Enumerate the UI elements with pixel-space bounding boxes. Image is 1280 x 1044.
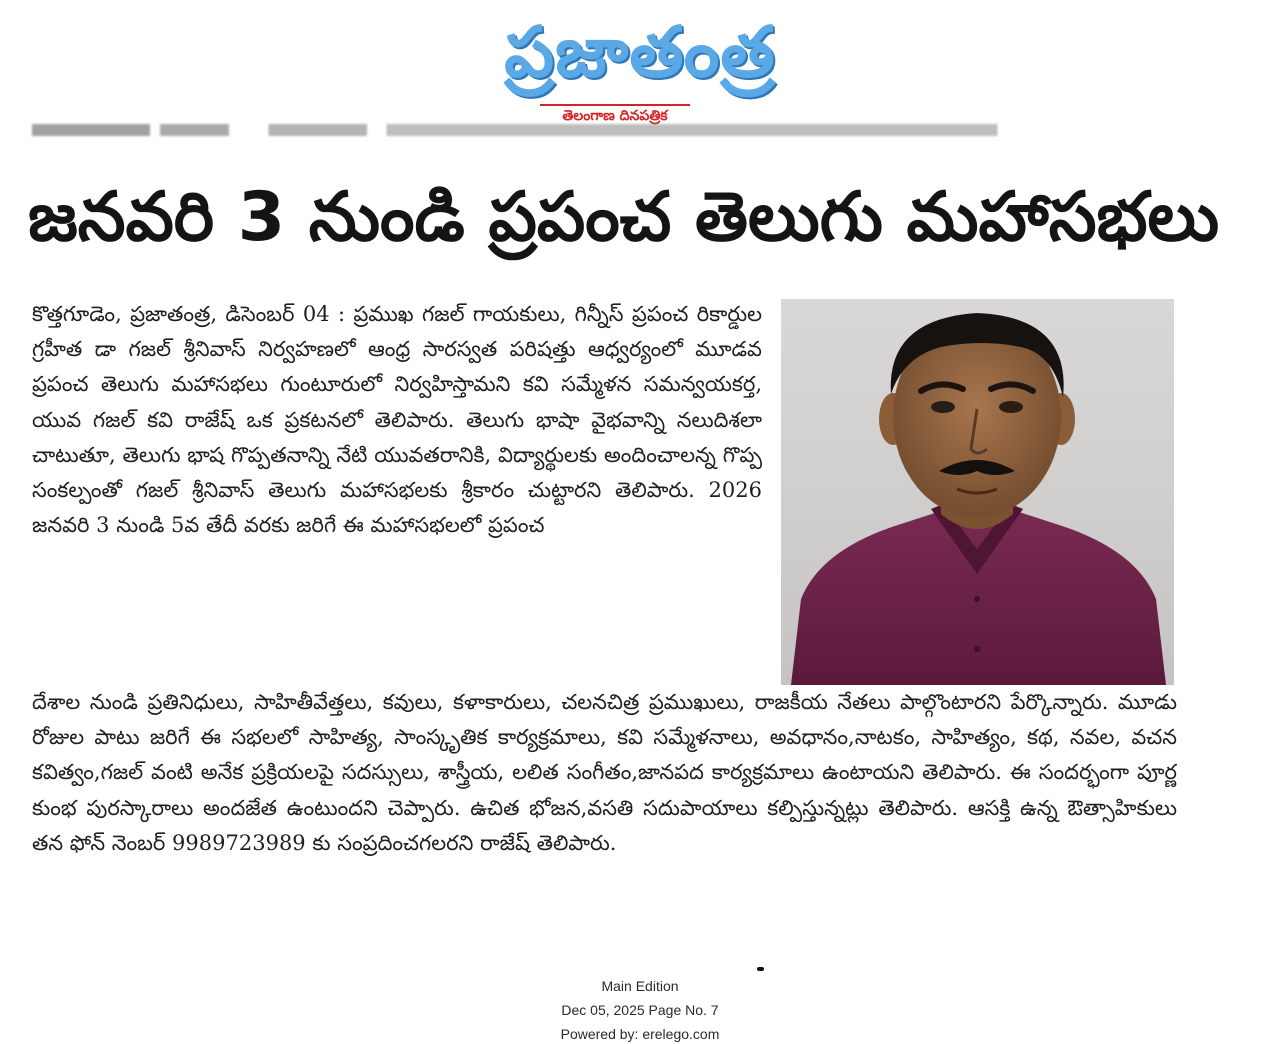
- edition-label: Main Edition: [601, 978, 679, 994]
- article-body-upper: కొత్తగూడెం, ప్రజాతంత్ర, డిసెంబర్ 04 : ప్రముఖ గజల్ గాయకులు, గిన్నీస్ ప్రపంచ రికార్డుల గ్రహీత డా గజల్ శ్రీనివాస్ నిర్వహణలో ఆంధ్ర సారస్వత పరిషత్తు ఆధ్వర్యంలో మూడవ ప్రపంచ తెలుగు మహాసభలు గుంటూరులో నిర్వహిస్తామని కవి సమ్మేళన సమన్వయకర్త, యువ గజల్ కవి రాజేష్ ఒక ప్రకటనలో తెలిపారు. తెలుగు భాషా వైభవాన్ని నలుదిశలా చాటుతూ, తెలుగు భాష గొప్పతనాన్ని నేటి యువతరానికి, విద్యార్థులకు అందించాలన్న గొప్ప సంకల్పంతో గజల్ శ్రీనివాస్ తెలుగు మహాసభలకు శ్రీకారం చుట్టారని తెలిపారు. 2026 జనవరి 3 నుండి 5వ తేదీ వరకు జరిగే ఈ మహాసభలలో ప్రపంచ: [32, 302, 762, 538]
- article-body-lower: దేశాల నుండి ప్రతినిధులు, సాహితీవేత్తలు, కవులు, కళాకారులు, చలనచిత్ర ప్రముఖులు, రాజకీయ నేతలు పాల్గొంటారని పేర్కొన్నారు. మూడు రోజుల పాటు జరిగే ఈ సభలలో సాహిత్య, సాంస్కృతిక కార్యక్రమాలు, కవి సమ్మేళనాలు, అవధానం,నాటకం, సాహిత్యం, కథ, నవల, వచన కవిత్వం,గజల్ వంటి అనేక ప్రక్రియలపై సదస్సులు, శాస్త్రీయ, లలిత సంగీతం,జానపద కార్యక్రమాలు ఉంటాయని తెలిపారు. ఈ సందర్భంగా పూర్ణ కుంభ పురస్కారాలు అందజేత ఉంటుందని చెప్పారు. ఉచిత భోజన,వసతి సదుపాయాలు కల్పిస్తున్నట్లు తెలిపారు. ఆసక్తి ఉన్న ఔత్సాహికులు తన ఫోన్ నెంబర్ 9989723989 కు సంప్రదించగలరని రాజేష్ తెలిపారు.: [32, 690, 1177, 855]
- article-headline: జనవరి 3 నుండి ప్రపంచ తెలుగు మహాసభలు: [28, 178, 1220, 257]
- article-photo: [781, 299, 1174, 685]
- person-portrait: [781, 299, 1174, 685]
- newspaper-logo-title: ప్రజాతంత్ర: [504, 11, 776, 93]
- newspaper-logo-tagline: తెలంగాణ దినపత్రిక: [540, 104, 690, 128]
- powered-by-label: Powered by: erelego.com: [560, 1026, 720, 1042]
- cutoff-text-strip: [32, 124, 1017, 136]
- date-page-label: Dec 05, 2025 Page No. 7: [561, 1002, 719, 1018]
- separator-dot: [757, 967, 764, 971]
- masthead: [0, 8, 1280, 126]
